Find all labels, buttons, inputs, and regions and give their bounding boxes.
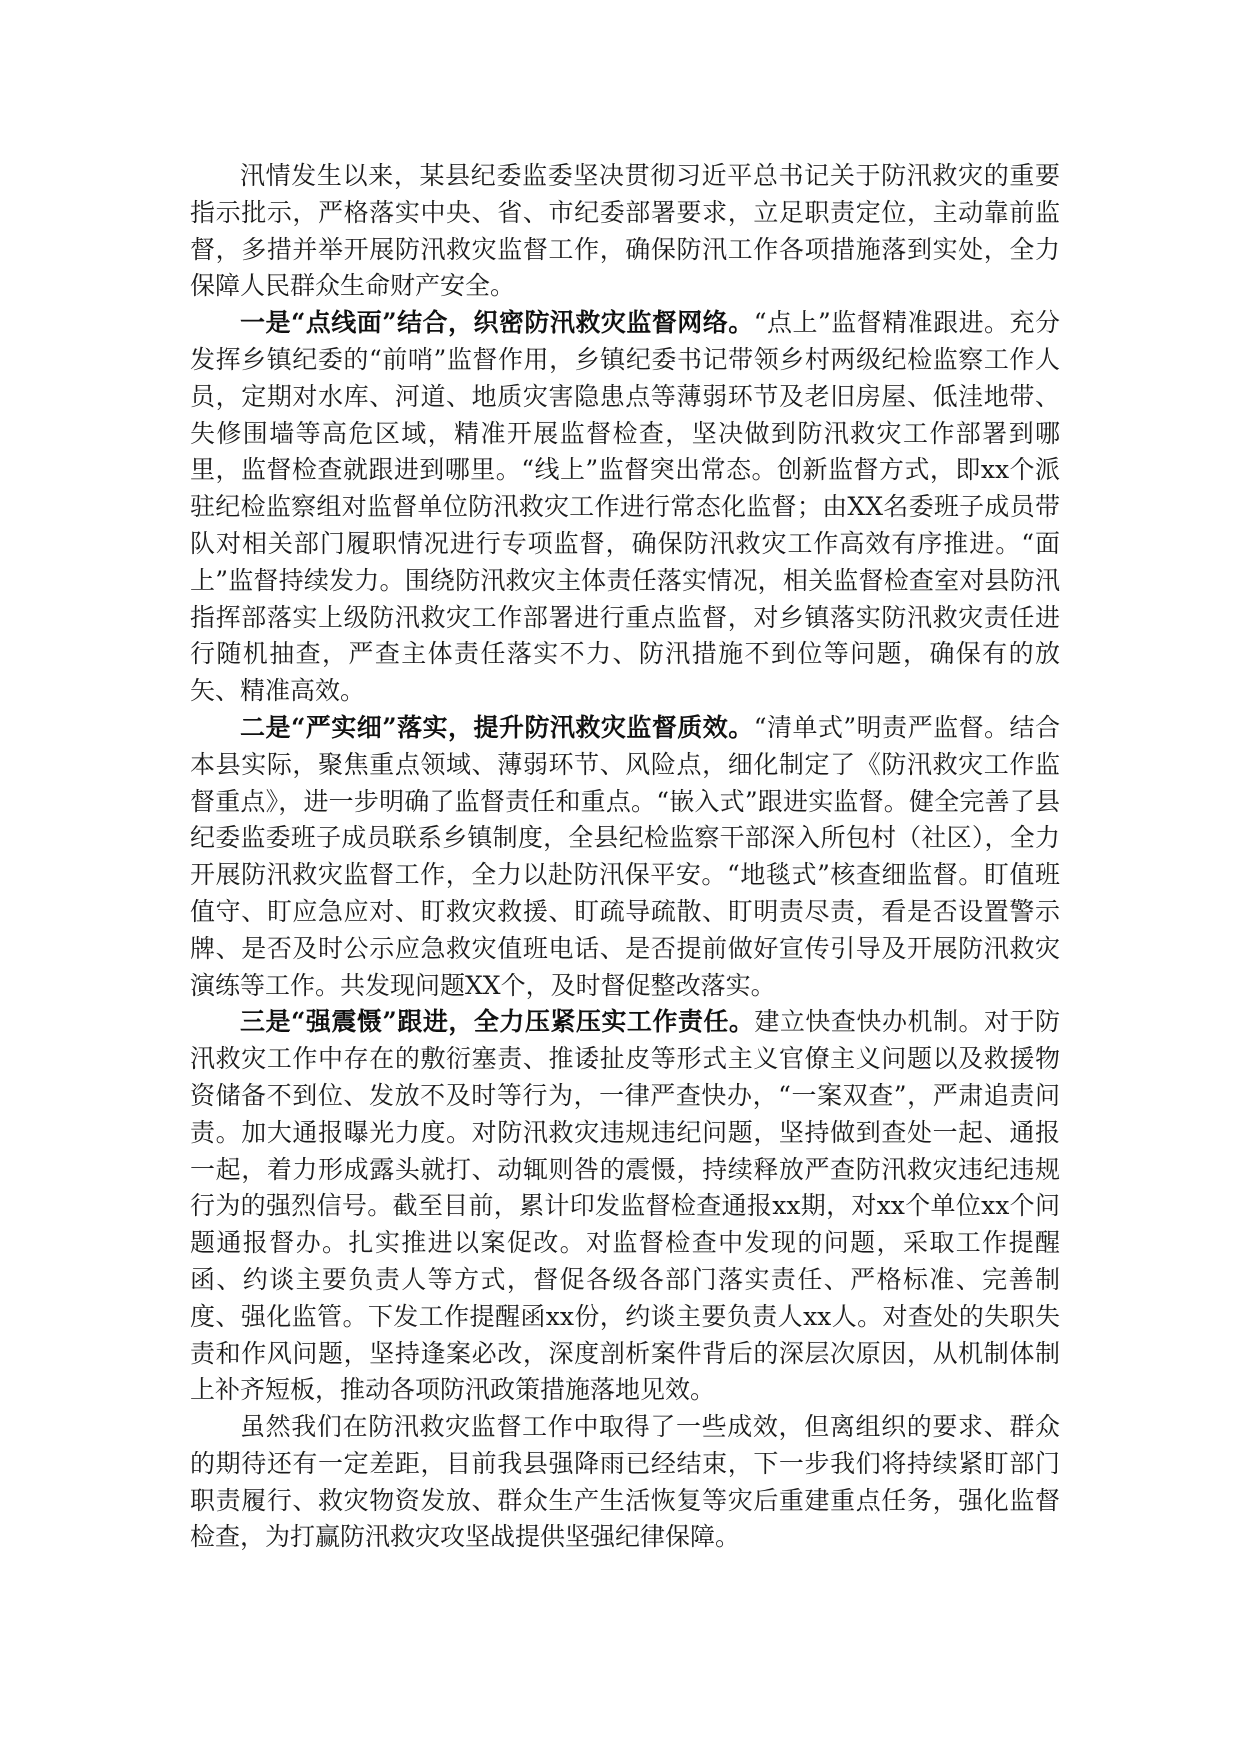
- paragraph-lead: 一是“点线面”结合，织密防汛救灾监督网络。: [240, 308, 754, 338]
- intro-paragraph: [190, 158, 1060, 305]
- paragraph-text: 汛情发生以来，某县纪委监委坚决贯彻习近平总书记关于防汛救灾的重要指示批示，严格落实中央、省、市纪委部署要求，立足职责定位，主动靠前监督，多措并举开展防汛救灾监督工作，确保防汛工作各项措施落到实处，全力保障人民群众生命财产安全。: [190, 161, 1060, 301]
- point-three-paragraph: [190, 1004, 1060, 1409]
- point-two-paragraph: [190, 710, 1060, 1004]
- paragraph-text: “点上”监督精准跟进。充分发挥乡镇纪委的“前哨”监督作用，乡镇纪委书记带领乡村两级纪检监察工作人员，定期对水库、河道、地质灾害隐患点等薄弱环节及老旧房屋、低洼地带、失修围墙等高危区域，精准开展监督检查，坚决做到防汛救灾工作部署到哪里，监督检查就跟进到哪里。“线上”监督突出常态。创新监督方式，即xx个派驻纪检监察组对监督单位防汛救灾工作进行常态化监督；由XX名委班子成员带队对相关部门履职情况进行专项监督，确保防汛救灾工作高效有序推进。“面上”监督持续发力。围绕防汛救灾主体责任落实情况，相关监督检查室对县防汛指挥部落实上级防汛救灾工作部署进行重点监督，对乡镇落实防汛救灾责任进行随机抽查，严查主体责任落实不力、防汛措施不到位等问题，确保有的放矢、精准高效。: [190, 308, 1060, 706]
- paragraph-lead: 三是“强震慑”跟进，全力压紧压实工作责任。: [240, 1007, 755, 1037]
- paragraph-text: 建立快查快办机制。对于防汛救灾工作中存在的敷衍塞责、推诿扯皮等形式主义官僚主义问题以及救援物资储备不到位、发放不及时等行为，一律严查快办，“一案双查”，严肃追责问责。加大通报曝光力度。对防汛救灾违规违纪问题，坚持做到查处一起、通报一起，着力形成露头就打、动辄则咎的震慑，持续释放严查防汛救灾违纪违规行为的强烈信号。截至目前，累计印发监督检查通报xx期，对xx个单位xx个问题通报督办。扎实推进以案促改。对监督检查中发现的问题，采取工作提醒函、约谈主要负责人等方式，督促各级各部门落实责任、严格标准、完善制度、强化监管。下发工作提醒函xx份，约谈主要负责人xx人。对查处的失职失责和作风问题，坚持逢案必改，深度剖析案件背后的深层次原因，从机制体制上补齐短板，推动各项防汛政策措施落地见效。: [190, 1007, 1060, 1405]
- paragraph-text: 虽然我们在防汛救灾监督工作中取得了一些成效，但离组织的要求、群众的期待还有一定差距，目前我县强降雨已经结束，下一步我们将持续紧盯部门职责履行、救灾物资发放、群众生产生活恢复等灾后重建重点任务，强化监督检查，为打赢防汛救灾攻坚战提供坚强纪律保障。: [190, 1412, 1060, 1552]
- document-body: [190, 158, 1060, 1556]
- point-one-paragraph: [190, 305, 1060, 710]
- conclusion-paragraph: [190, 1409, 1060, 1556]
- paragraph-lead: 二是“严实细”落实，提升防汛救灾监督质效。: [240, 712, 754, 742]
- paragraph-text: “清单式”明责严监督。结合本县实际，聚焦重点领域、薄弱环节、风险点，细化制定了《防汛救灾工作监督重点》，进一步明确了监督责任和重点。“嵌入式”跟进实监督。健全完善了县纪委监委班子成员联系乡镇制度，全县纪检监察干部深入所包村（社区），全力开展防汛救灾监督工作，全力以赴防汛保平安。“地毯式”核查细监督。盯值班值守、盯应急应对、盯救灾救援、盯疏导疏散、盯明责尽责，看是否设置警示牌、是否及时公示应急救灾值班电话、是否提前做好宣传引导及开展防汛救灾演练等工作。共发现问题XX个，及时督促整改落实。: [190, 712, 1060, 1000]
